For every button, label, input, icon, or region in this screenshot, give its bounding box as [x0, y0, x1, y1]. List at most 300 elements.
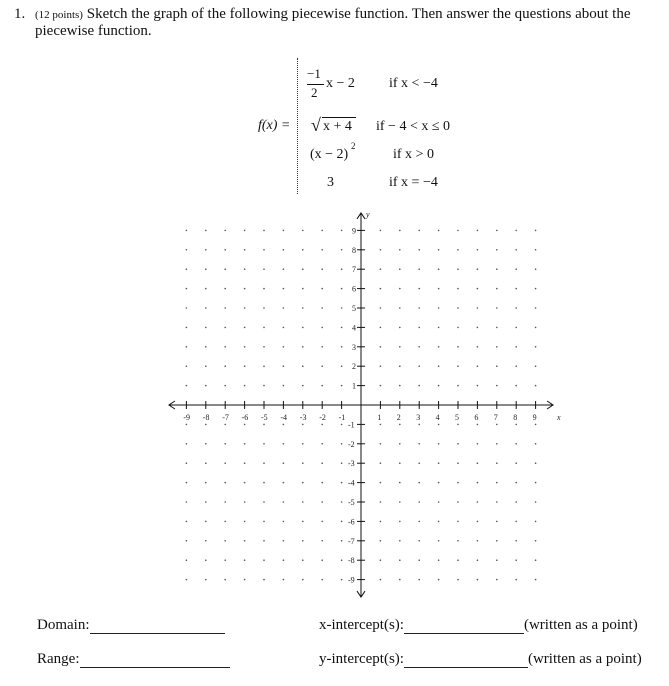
grid-dot: [515, 540, 517, 542]
grid-dot: [457, 540, 459, 542]
grid-dot: [380, 501, 382, 503]
x-tick-label: -6: [241, 413, 249, 422]
grid-dot: [186, 327, 188, 329]
x-tick-label: -5: [261, 413, 268, 422]
grid-dot: [186, 462, 188, 464]
x-tick-label: 9: [532, 413, 537, 422]
grid-dot: [496, 385, 498, 387]
piece1-denominator: 2: [311, 85, 318, 100]
grid-dot: [224, 268, 226, 270]
grid-dot: [418, 579, 420, 581]
grid-dot: [341, 307, 343, 309]
grid-dot: [380, 346, 382, 348]
piece1-expression: x − 2: [326, 76, 355, 91]
grid-dot: [186, 385, 188, 387]
range-label: Range:: [37, 651, 80, 667]
grid-dot: [535, 268, 537, 270]
grid-dot: [186, 559, 188, 561]
grid-dot: [321, 288, 323, 290]
grid-dot: [244, 288, 246, 290]
grid-dot: [321, 249, 323, 251]
y-intercept-blank[interactable]: [404, 653, 528, 668]
grid-dot: [515, 230, 517, 232]
grid-dot: [496, 559, 498, 561]
grid-dot: [224, 346, 226, 348]
grid-dot: [438, 365, 440, 367]
grid-dot: [535, 540, 537, 542]
grid-dot: [205, 559, 207, 561]
grid-dot: [380, 327, 382, 329]
y-intercept-note: (written as a point): [527, 651, 642, 667]
grid-dot: [302, 521, 304, 523]
grid-dot: [380, 268, 382, 270]
grid-dot: [321, 385, 323, 387]
grid-dot: [205, 521, 207, 523]
grid-dot: [341, 540, 343, 542]
x-tick-label: -2: [319, 413, 326, 422]
grid-dot: [186, 579, 188, 581]
grid-dot: [224, 501, 226, 503]
grid-dot: [477, 249, 479, 251]
grid-dot: [399, 424, 401, 426]
x-tick-label: -4: [280, 413, 288, 422]
grid-dot: [438, 579, 440, 581]
piece4-condition: if x = −4: [389, 175, 438, 190]
x-tick-label: 8: [513, 413, 518, 422]
grid-dot: [535, 443, 537, 445]
grid-dot: [224, 579, 226, 581]
grid-dot: [186, 540, 188, 542]
grid-dot: [321, 501, 323, 503]
x-axis-label: x: [557, 413, 561, 422]
grid-dot: [283, 327, 285, 329]
grid-dot: [457, 249, 459, 251]
grid-dot: [535, 346, 537, 348]
grid-dot: [515, 424, 517, 426]
grid-dot: [244, 443, 246, 445]
grid-dot: [457, 482, 459, 484]
grid-dot: [380, 307, 382, 309]
x-tick-label: 1: [377, 413, 382, 422]
grid-dot: [399, 385, 401, 387]
grid-dot: [496, 288, 498, 290]
grid-dot: [283, 268, 285, 270]
grid-dot: [244, 462, 246, 464]
grid-dot: [205, 288, 207, 290]
grid-dot: [418, 462, 420, 464]
y-tick-label: -8: [348, 556, 355, 566]
piece2-vinculum: [322, 117, 356, 118]
question-text-line2: piecewise function.: [35, 23, 152, 39]
grid-dot: [321, 579, 323, 581]
grid-dot: [302, 307, 304, 309]
grid-dot: [224, 288, 226, 290]
y-tick-label: -6: [348, 517, 355, 527]
grid-dot: [399, 462, 401, 464]
grid-dot: [263, 249, 265, 251]
y-tick-label: 5: [352, 304, 356, 313]
piece3-exponent: 2: [351, 141, 356, 151]
function-brace: [297, 58, 304, 194]
grid-dot: [186, 482, 188, 484]
grid-dot: [283, 230, 285, 232]
question-text: Sketch the graph of the following piecewise function. Then answer the questions about the: [86, 6, 631, 22]
grid-dot: [186, 268, 188, 270]
grid-dot: [283, 443, 285, 445]
grid-dot: [283, 365, 285, 367]
grid-dot: [224, 482, 226, 484]
grid-dot: [341, 268, 343, 270]
grid-dot: [496, 540, 498, 542]
grid-dot: [515, 579, 517, 581]
grid-dot: [321, 462, 323, 464]
grid-dot: [321, 424, 323, 426]
grid-dot: [205, 327, 207, 329]
grid-dot: [302, 365, 304, 367]
grid-dot: [535, 365, 537, 367]
grid-dot: [263, 482, 265, 484]
grid-dot: [263, 268, 265, 270]
grid-dot: [438, 307, 440, 309]
grid-dot: [302, 288, 304, 290]
grid-dot: [477, 443, 479, 445]
grid-dot: [302, 501, 304, 503]
y-tick-label: 9: [352, 226, 356, 236]
grid-dot: [283, 288, 285, 290]
domain-blank[interactable]: [90, 619, 225, 634]
grid-dot: [321, 307, 323, 309]
grid-dot: [224, 462, 226, 464]
tick-labels: [183, 210, 561, 585]
grid-dot: [302, 579, 304, 581]
grid-dot: [302, 385, 304, 387]
grid-dot: [224, 230, 226, 232]
grid-dot: [457, 385, 459, 387]
grid-dot: [283, 579, 285, 581]
grid-dot: [224, 559, 226, 561]
grid-dot: [224, 307, 226, 309]
y-tick-label: 8: [352, 245, 356, 255]
grid-dot: [302, 268, 304, 270]
grid-dot: [224, 249, 226, 251]
y-tick-label: 7: [352, 265, 356, 275]
grid-dot: [457, 559, 459, 561]
grid-dot: [457, 501, 459, 503]
grid-dot: [321, 365, 323, 367]
grid-dot: [244, 521, 246, 523]
grid-dot: [438, 268, 440, 270]
y-tick-label: -4: [348, 478, 355, 488]
grid-dot: [244, 307, 246, 309]
grid-dot: [263, 424, 265, 426]
grid-dot: [224, 443, 226, 445]
grid-dot: [457, 443, 459, 445]
grid-dot: [457, 424, 459, 426]
grid-dot: [418, 268, 420, 270]
grid-dot: [263, 559, 265, 561]
grid-dot: [263, 230, 265, 232]
y-tick-label: -3: [348, 459, 355, 469]
grid-dot: [496, 443, 498, 445]
x-tick-label: -9: [183, 413, 191, 422]
grid-dot: [399, 501, 401, 503]
grid-dot: [515, 385, 517, 387]
grid-dot: [186, 424, 188, 426]
grid-dot: [399, 249, 401, 251]
grid-dot: [477, 482, 479, 484]
grid-dot: [418, 230, 420, 232]
grid-dot: [496, 307, 498, 309]
grid-dot: [477, 268, 479, 270]
grid-dot: [224, 540, 226, 542]
grid-dot: [515, 521, 517, 523]
grid-dot: [341, 501, 343, 503]
grid-dot: [438, 482, 440, 484]
grid-dot: [496, 268, 498, 270]
grid-dot: [380, 249, 382, 251]
grid-dot: [302, 443, 304, 445]
grid-dot: [477, 346, 479, 348]
grid-dot: [244, 365, 246, 367]
grid-dot: [418, 365, 420, 367]
grid-dot: [263, 307, 265, 309]
grid-dot: [399, 559, 401, 561]
x-tick-label: -7: [222, 413, 229, 422]
grid-dot: [244, 385, 246, 387]
y-tick-label: -2: [348, 439, 355, 449]
grid-dot: [496, 501, 498, 503]
x-tick-label: -3: [299, 413, 307, 422]
y-tick-label: -7: [348, 536, 355, 546]
range-answer: [37, 651, 230, 668]
grid-dot: [535, 521, 537, 523]
grid-dot: [380, 385, 382, 387]
grid-dot: [438, 346, 440, 348]
grid-dot: [186, 365, 188, 367]
grid-dot: [283, 540, 285, 542]
grid-dot: [380, 365, 382, 367]
x-tick-label: -8: [202, 413, 210, 422]
grid-dot: [535, 424, 537, 426]
grid-dot: [341, 521, 343, 523]
grid-dot: [515, 462, 517, 464]
grid-dot: [283, 559, 285, 561]
y-tick-label: -9: [348, 575, 355, 585]
grid-dot: [515, 346, 517, 348]
grid-dot: [438, 230, 440, 232]
grid-dot: [380, 521, 382, 523]
grid-dot: [302, 482, 304, 484]
grid-dot: [399, 521, 401, 523]
grid-dot: [438, 462, 440, 464]
function-lhs: f(x) =: [258, 118, 291, 133]
grid-dot: [418, 327, 420, 329]
grid-dot: [283, 462, 285, 464]
grid-dot: [515, 307, 517, 309]
grid-dot: [321, 559, 323, 561]
grid-dot: [438, 540, 440, 542]
range-blank[interactable]: [80, 653, 230, 668]
grid-dot: [496, 230, 498, 232]
x-intercept-label: x-intercept(s):: [319, 617, 404, 633]
axes: [169, 213, 553, 597]
grid-dot: [283, 501, 285, 503]
grid-dot: [321, 482, 323, 484]
grid-dot: [341, 327, 343, 329]
grid-dot: [418, 346, 420, 348]
x-tick-label: 2: [396, 413, 401, 422]
grid-dot: [283, 521, 285, 523]
grid-dot: [399, 540, 401, 542]
piecewise-function: [0, 0, 669, 200]
piece1-condition: if x < −4: [389, 76, 438, 91]
grid-dot: [496, 462, 498, 464]
x-tick-label: 3: [416, 413, 421, 422]
grid-dot: [341, 559, 343, 561]
grid-dot: [477, 462, 479, 464]
grid-dot: [535, 482, 537, 484]
y-tick-label: 4: [352, 323, 356, 333]
grid-dot: [535, 385, 537, 387]
grid-dot: [321, 268, 323, 270]
grid-dot: [302, 559, 304, 561]
coordinate-plane[interactable]: [0, 200, 669, 600]
grid-dot: [535, 559, 537, 561]
piece1-numerator: −1: [307, 66, 321, 81]
x-tick-label: 7: [493, 413, 498, 422]
grid-dot: [205, 346, 207, 348]
grid-dot: [205, 268, 207, 270]
piece2-expression: x + 4: [323, 119, 352, 134]
grid-dot: [418, 288, 420, 290]
grid-dot: [515, 482, 517, 484]
grid-dot: [477, 501, 479, 503]
grid-dot: [321, 346, 323, 348]
grid-dot: [186, 288, 188, 290]
grid-dot: [399, 268, 401, 270]
grid-dot: [496, 482, 498, 484]
grid-dot: [438, 249, 440, 251]
grid-dot: [224, 385, 226, 387]
x-intercept-blank[interactable]: [404, 619, 524, 634]
grid-dot: [302, 462, 304, 464]
grid-dot: [515, 288, 517, 290]
grid-dot: [438, 424, 440, 426]
grid-dot: [418, 482, 420, 484]
x-tick-label: 6: [474, 413, 479, 422]
piece3-condition: if x > 0: [393, 147, 434, 162]
grid-dot: [380, 540, 382, 542]
grid-dot: [496, 579, 498, 581]
question-number: 1.: [14, 6, 26, 22]
grid-dot: [535, 288, 537, 290]
grid-dot: [477, 230, 479, 232]
grid-dot: [457, 327, 459, 329]
grid-dot: [418, 521, 420, 523]
grid-dot: [205, 443, 207, 445]
grid-dot: [244, 346, 246, 348]
grid-dot: [457, 365, 459, 367]
grid-dot: [496, 346, 498, 348]
grid-dot: [263, 579, 265, 581]
grid-dot: [224, 365, 226, 367]
grid-dot: [496, 424, 498, 426]
grid-dot: [438, 443, 440, 445]
grid-dot: [380, 579, 382, 581]
grid-dot: [477, 288, 479, 290]
grid-dot: [341, 230, 343, 232]
grid-dot: [321, 327, 323, 329]
grid-dot: [399, 346, 401, 348]
grid-dot: [380, 230, 382, 232]
grid-dot: [535, 307, 537, 309]
grid-dot: [535, 501, 537, 503]
grid-dot: [457, 307, 459, 309]
grid-dot: [457, 521, 459, 523]
grid-dot: [496, 365, 498, 367]
grid-dot: [302, 346, 304, 348]
grid-dot: [380, 482, 382, 484]
grid-dot: [205, 249, 207, 251]
grid-dot: [205, 385, 207, 387]
grid-dot: [457, 346, 459, 348]
grid-dot: [244, 482, 246, 484]
grid-dot: [341, 249, 343, 251]
grid-dot: [205, 501, 207, 503]
grid-dot: [263, 365, 265, 367]
grid-dot: [186, 521, 188, 523]
grid-dot: [399, 288, 401, 290]
grid-dot: [457, 288, 459, 290]
y-tick-label: 2: [352, 362, 356, 372]
grid-dot: [535, 462, 537, 464]
piece2-radical: √: [311, 115, 321, 135]
grid-dot: [263, 462, 265, 464]
grid-dot: [457, 230, 459, 232]
grid-dot: [205, 462, 207, 464]
grid-dot: [515, 559, 517, 561]
grid-dot: [535, 327, 537, 329]
grid-dot: [399, 579, 401, 581]
grid-dot: [263, 346, 265, 348]
grid-dot: [341, 482, 343, 484]
grid-dot: [205, 365, 207, 367]
grid-dot: [399, 443, 401, 445]
grid-dot: [515, 327, 517, 329]
question-points: (12 points): [35, 9, 83, 21]
x-tick-label: 5: [455, 413, 459, 422]
grid-dot: [224, 521, 226, 523]
grid-dot: [477, 424, 479, 426]
grid-dot: [477, 385, 479, 387]
y-tick-label: 6: [352, 284, 356, 294]
grid-dot: [418, 385, 420, 387]
grid-dot: [186, 346, 188, 348]
grid-dot: [244, 501, 246, 503]
grid-dot: [244, 249, 246, 251]
grid-dot: [418, 501, 420, 503]
grid-dot: [515, 443, 517, 445]
grid-dot: [477, 540, 479, 542]
grid-dot: [205, 230, 207, 232]
grid-dot: [341, 385, 343, 387]
grid-dot: [263, 443, 265, 445]
grid-dot: [341, 288, 343, 290]
grid-dot: [418, 307, 420, 309]
grid-dot: [457, 268, 459, 270]
x-tick-label: -1: [338, 413, 346, 422]
grid-dot: [205, 540, 207, 542]
